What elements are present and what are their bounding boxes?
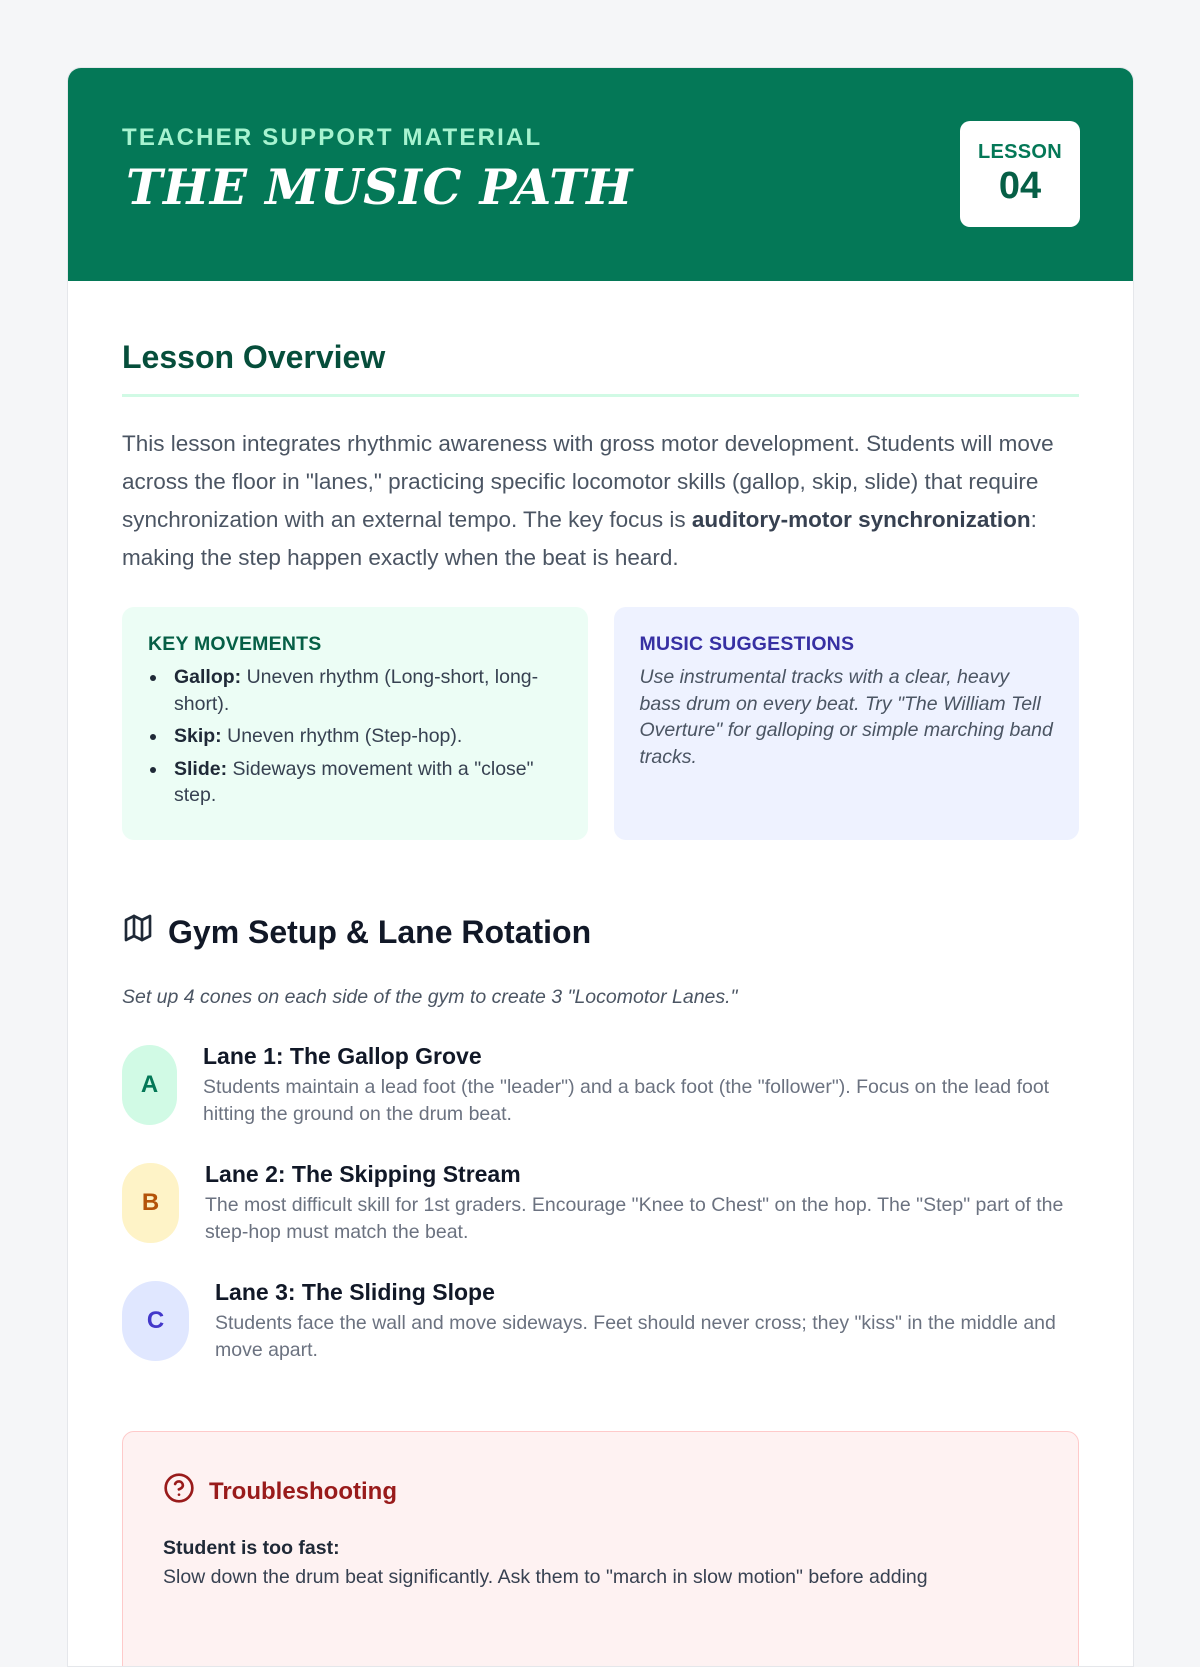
lesson-number: 04 [998,165,1042,207]
troubleshooting-title: Troubleshooting [209,1477,397,1505]
key-movements-box [122,607,588,840]
list-item [148,723,562,750]
header-banner [68,68,1133,281]
lane-item [122,1043,1079,1127]
lane-body [203,1043,1079,1127]
lane-title: Lane 1: The Gallop Grove [203,1043,482,1069]
troubleshooting-answer: Slow down the drum beat significantly. Ask them to "march in slow motion" before adding [163,1566,928,1588]
gym-setup-title: Gym Setup & Lane Rotation [168,913,592,950]
page-title: THE MUSIC PATH [126,158,633,216]
lane-body [215,1279,1079,1363]
troubleshooting-box [122,1431,1079,1667]
overview-text-end: : making the step happen exactly when the beat is heard. [122,507,1037,570]
lane-badge-a: A [122,1045,177,1125]
movement-term: Slide: [174,757,228,780]
gym-setup-heading [122,912,1079,952]
music-suggestions-text: Use instrumental tracks with a clear, heavy bass drum on every beat. Try "The William Tell Overture" for galloping or simple marching band tracks. [639,666,1053,768]
overview-text-start: This lesson integrates rhythmic awareness with gross motor development. Students will move across the floor in "lanes," practicing specific locomotor skills (gallop, skip, slide) that require synchronization with an external tempo. The key focus is [122,431,1054,532]
lesson-label: LESSON [977,141,1063,163]
music-suggestions-heading: MUSIC SUGGESTIONS [639,633,855,655]
key-movements-heading: KEY MOVEMENTS [148,633,322,655]
movement-term: Skip: [174,725,222,747]
lane-description: Students face the wall and move sideways. Feet should never cross; they "kiss" in the middle and move apart. [215,1312,1056,1361]
overview-text-bold: auditory-motor synchronization [691,507,1031,532]
movement-term: Gallop: [174,666,242,688]
overview-paragraph [122,425,1079,577]
lane-description: The most difficult skill for 1st graders. Encourage "Knee to Chest" on the hop. The "Step" part of the step-hop must match the beat. [205,1194,1064,1243]
overview-heading: Lesson Overview [122,339,1079,397]
list-item [148,664,562,717]
map-icon [122,912,154,952]
lane-title: Lane 2: The Skipping Stream [205,1161,521,1187]
lane-item [122,1279,1079,1363]
troubleshooting-heading [163,1472,1038,1511]
content [68,339,1133,1667]
lesson-badge [960,121,1080,227]
list-item [148,756,562,809]
header-kicker: TEACHER SUPPORT MATERIAL [122,124,543,151]
lane-description: Students maintain a lead foot (the "leader") and a back foot (the "follower"). Focus on the lead foot hitting the ground on the drum beat. [203,1076,1050,1125]
gym-intro: Set up 4 cones on each side of the gym to create 3 "Locomotor Lanes." [122,986,738,1008]
troubleshooting-question: Student is too fast: [163,1537,340,1559]
lane-badge-b: B [122,1163,179,1243]
movement-desc: Sideways movement with a "close" step. [174,757,534,806]
key-movements-list [148,664,562,809]
lane-badge-c: C [122,1281,189,1361]
lane-item [122,1161,1079,1245]
lane-body [205,1161,1079,1245]
lane-title: Lane 3: The Sliding Slope [215,1279,495,1305]
movement-desc: Uneven rhythm (Long-short, long-short). [174,666,539,715]
music-suggestions-box [614,607,1080,840]
movement-desc: Uneven rhythm (Step-hop). [221,725,463,747]
lesson-document [67,67,1134,1667]
info-boxes [122,607,1079,840]
question-circle-icon [163,1472,195,1511]
